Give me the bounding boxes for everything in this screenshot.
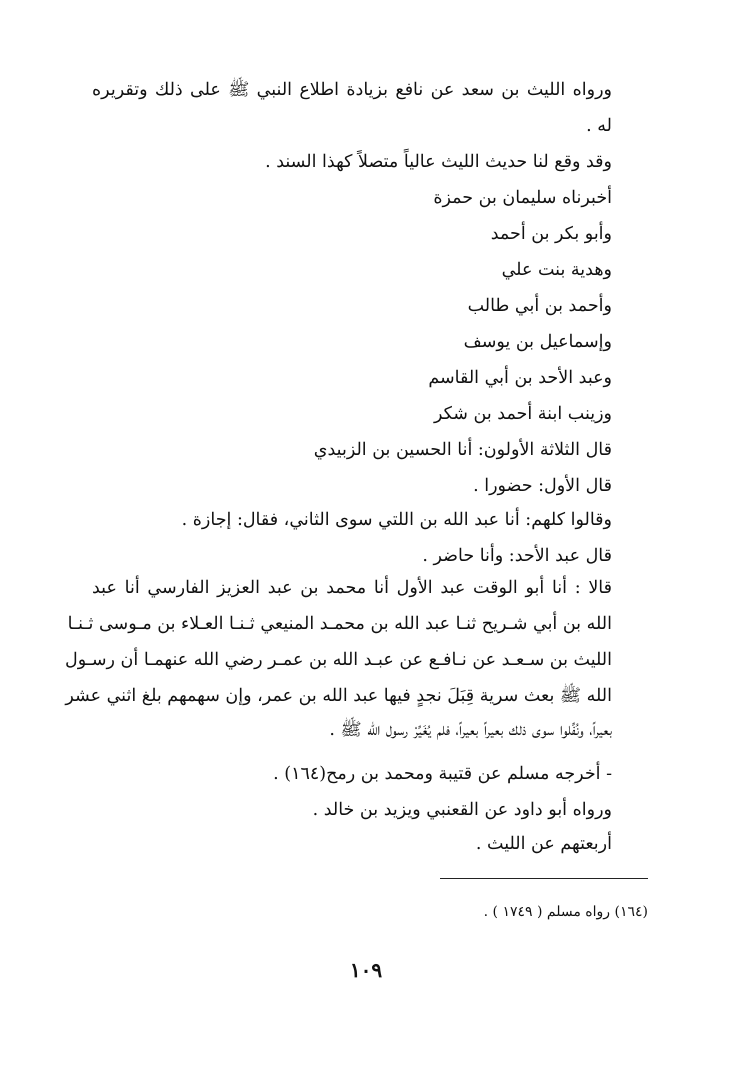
footnote-divider <box>440 878 648 879</box>
text-line: قالا : أنا أبو الوقت عبد الأول أنا محمد بن عبد العزيز الفارسي أنا عبد <box>92 578 612 598</box>
text-line: وقالوا كلهم: أنا عبد الله بن اللتي سوى الثاني، فقال: إجازة . <box>181 510 612 530</box>
text-line: بعيراً، ونُفِّلوا سوى ذلك بعيراً بعيراً، فلم يُغَيِّرْ رسول الله ﷺ . <box>329 720 612 740</box>
text-line: وعبد الأحد بن أبي القاسم <box>428 368 612 388</box>
footnote: (١٦٤) رواه مسلم ( ١٧٤٩ ) . <box>483 904 648 920</box>
text-line: قال عبد الأحد: وأنا حاضر . <box>422 546 612 566</box>
text-line: ورواه أبو داود عن القعنبي ويزيد بن خالد . <box>312 800 612 820</box>
text-line: وإسماعيل بن يوسف <box>463 332 612 352</box>
text-line: وزينب ابنة أحمد بن شكر <box>433 404 612 424</box>
text-line: الله ﷺ بعث سرية قِبَلَ نجدٍ فيها عبد الله بن عمر، وإن سهمهم بلغ اثني عشر <box>65 686 612 706</box>
text-line: وأبو بكر بن أحمد <box>490 224 612 244</box>
text-line: الليث بن سـعـد عن نـافـع عن عبـد الله بن عمـر رضي الله عنهمـا أن رسـول <box>64 650 612 670</box>
text-line: وقد وقع لنا حديث الليث عالياً متصلاً كهذا السند . <box>265 152 612 172</box>
text-line: قال الأول: حضورا . <box>473 476 612 496</box>
page-number: ١٠٩ <box>349 958 383 982</box>
text-line: ورواه الليث بن سعد عن نافع بزيادة اطلاع النبي ﷺ على ذلك وتقريره <box>92 80 612 100</box>
text-line: أربعتهم عن الليث . <box>475 834 612 854</box>
text-line: أخبرناه سليمان بن حمزة <box>433 188 612 208</box>
text-line: قال الثلاثة الأولون: أنا الحسين بن الزبيدي <box>313 440 612 460</box>
text-line: وهدية بنت علي <box>501 260 612 280</box>
text-line: له . <box>586 116 612 136</box>
text-line: وأحمد بن أبي طالب <box>467 296 612 316</box>
text-line: - أخرجه مسلم عن قتيبة ومحمد بن رمح(١٦٤) . <box>273 764 612 784</box>
text-line: الله بن أبي شـريح ثنـا عبد الله بن محمـد المنيعي ثـنـا العـلاء بن مـوسى ثـنـا <box>67 614 612 634</box>
